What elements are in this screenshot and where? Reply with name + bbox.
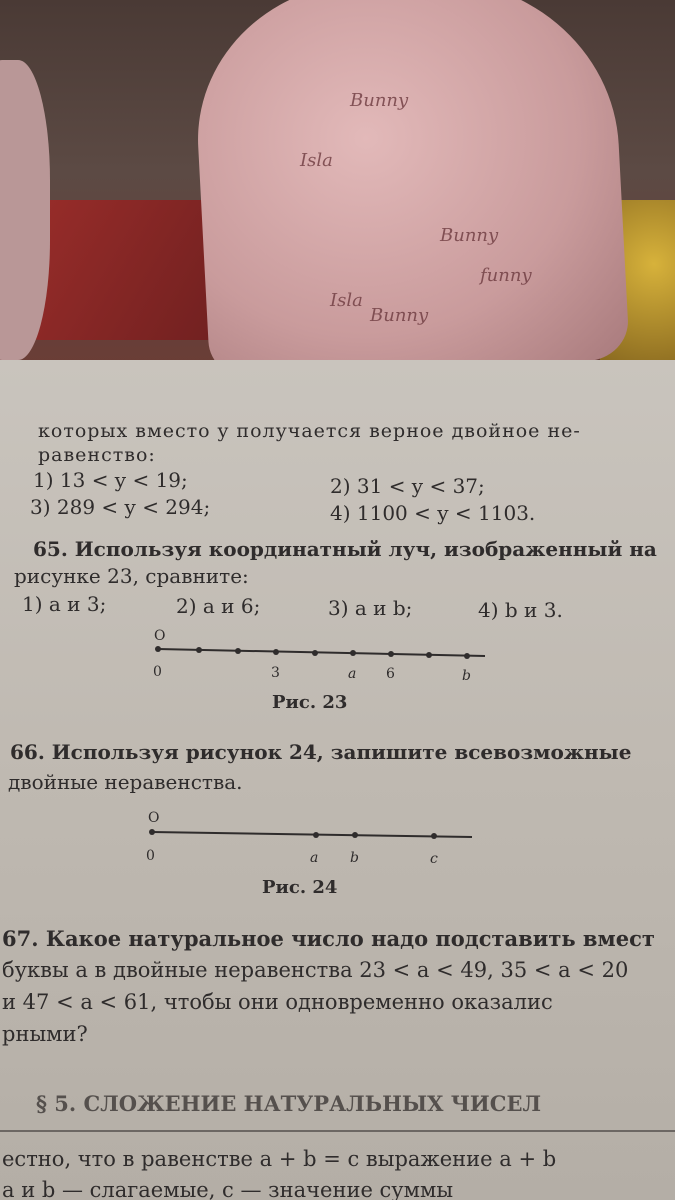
label-b: b	[350, 850, 359, 866]
point-a	[313, 832, 319, 838]
point-c	[431, 833, 437, 839]
label-b: b	[462, 668, 471, 684]
fabric-print-text: funny	[480, 265, 532, 286]
problem65-option4: 4) b и 3.	[478, 598, 563, 622]
axis-ray	[158, 649, 485, 656]
label-a: a	[348, 666, 357, 682]
section-heading: § 5. СЛОЖЕНИЕ НАТУРАЛЬНЫХ ЧИСЕЛ	[36, 1091, 542, 1116]
point-0	[155, 646, 161, 652]
tick-point	[235, 648, 241, 654]
point-0	[149, 829, 155, 835]
fabric-print-text: Bunny	[350, 90, 409, 111]
problem65-line1: 65. Используя координатный луч, изображенный на	[33, 537, 657, 561]
footer-line2: a и b — слагаемые, c — значение суммы	[2, 1178, 454, 1200]
problem65-option3: 3) a и b;	[328, 596, 413, 620]
problem64-option1: 1) 13 < y < 19;	[33, 468, 188, 492]
problem67-line1: 67. Какое натуральное число надо подставить вмест	[2, 926, 655, 951]
problem65-line2: рисунке 23, сравните:	[14, 564, 249, 588]
figure23-caption: Рис. 23	[272, 692, 348, 713]
fabric-print-text: Bunny	[370, 305, 429, 326]
axis-origin-label: O	[154, 628, 166, 644]
tick-point	[426, 652, 432, 658]
figure24-caption: Рис. 24	[262, 877, 338, 898]
fabric-print-text: Bunny	[440, 225, 499, 246]
tick-point	[196, 647, 202, 653]
section-rule	[0, 1130, 675, 1132]
number-line-fig23	[0, 620, 675, 690]
axis-ray	[152, 832, 472, 837]
number-line-fig24	[0, 808, 675, 868]
label-0: 0	[146, 848, 155, 864]
point-a	[350, 650, 356, 656]
point-b	[464, 653, 470, 659]
label-a: a	[310, 850, 319, 866]
point-3	[273, 649, 279, 655]
label-c: c	[430, 851, 438, 867]
problem64-option4: 4) 1100 < y < 1103.	[330, 501, 536, 525]
fabric-print-text: Isla	[330, 290, 363, 311]
problem65-option2: 2) a и 6;	[176, 594, 261, 618]
problem67-line3: и 47 < a < 61, чтобы они одновременно оказалис	[2, 990, 553, 1014]
problem64-line1: которых вместо y получается верное двойное не-	[38, 420, 581, 442]
problem66-line1: 66. Используя рисунок 24, запишите всевозможные	[10, 740, 632, 764]
problem66-line2: двойные неравенства.	[8, 770, 243, 794]
label-6: 6	[386, 666, 395, 682]
problem64-line2: равенство:	[38, 444, 156, 466]
left-leg	[0, 60, 50, 360]
axis-origin-label: O	[148, 810, 160, 826]
footer-line1: естно, что в равенстве a + b = c выражение a + b	[2, 1147, 557, 1171]
fabric-print-text: Isla	[300, 150, 333, 171]
label-3: 3	[271, 665, 280, 681]
problem65-option1: 1) a и 3;	[22, 592, 107, 616]
problem67-line4: рными?	[2, 1022, 88, 1046]
point-b	[352, 832, 358, 838]
tick-point	[312, 650, 318, 656]
problem64-option2: 2) 31 < y < 37;	[330, 474, 485, 498]
label-0: 0	[153, 664, 162, 680]
problem67-line2: буквы a в двойные неравенства 23 < a < 49, 35 < a < 20	[2, 958, 629, 982]
problem64-option3: 3) 289 < y < 294;	[30, 495, 211, 519]
point-6	[388, 651, 394, 657]
